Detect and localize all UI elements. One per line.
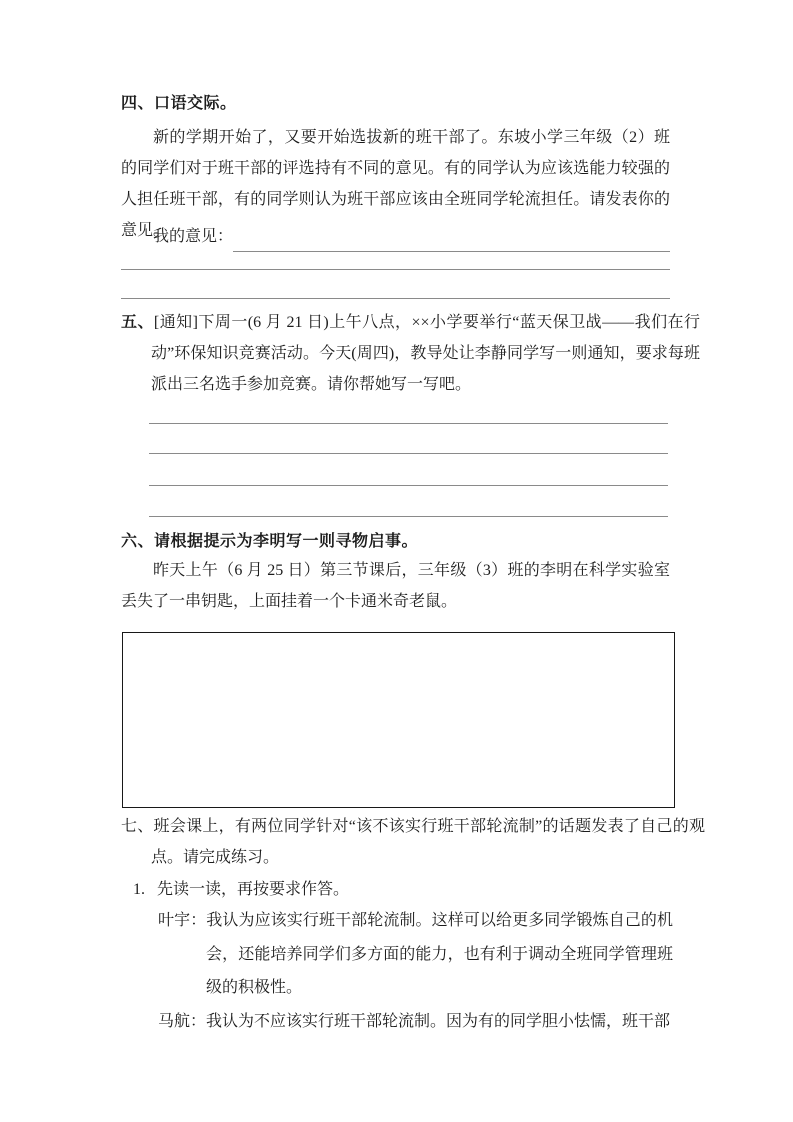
answer-line [149,423,668,424]
answer-line [149,485,668,486]
section5-text: [通知]下周一(6 月 21 日)上午八点，××小学要举行“蓝天保卫战——我们在行动”环保知识竞赛活动。今天(周四)，教导处让李静同学写一则通知，要求每班派出三名选手参加竞赛。请你帮她写一写吧。 [151,314,700,393]
speaker-yeyu-name: 叶宇： [158,912,207,929]
section5-number: 五、 [121,314,154,331]
speaker-mahang-text: 我认为不应该实行班干部轮流制。因为有的同学胆小怯懦，班干部 [206,1012,671,1030]
answer-line [149,516,668,517]
answer-line [121,269,670,270]
item1-text: 先读一读，再按要求作答。 [157,881,350,898]
item1-label: 1. [133,881,145,898]
section5-paragraph [121,307,700,400]
section4-answer-row [153,221,670,252]
exercise-item-1 [133,874,670,905]
section7-paragraph [121,811,705,873]
section6-paragraph: 昨天上午（6 月 25 日）第三节课后，三年级（3）班的李明在科学实验室丢失了一串钥匙，上面挂着一个卡通米奇老鼠。 [121,562,670,610]
answer-box [122,632,675,808]
speaker-yeyu [158,904,673,1005]
section6-heading: 六、请根据提示为李明写一则寻物启事。 [121,533,419,550]
section4-paragraph: 新的学期开始了，又要开始选拔新的班干部了。东坡小学三年级（2）班的同学们对于班干部的评选持有不同的意见。有的同学认为应该选能力较强的人担任班干部，有的同学则认为班干部应该由全班同学轮流担任。请发表你的意见。 [121,129,670,239]
answer-line [121,298,670,299]
speakers-block [158,904,673,1038]
speaker-mahang [158,1005,673,1039]
my-opinion-label: 我的意见： [153,228,234,245]
speaker-mahang-name: 马航： [158,1012,207,1030]
section4-heading: 四、口语交际。 [121,95,237,112]
answer-line [149,453,668,454]
answer-line [233,225,670,252]
section7-number: 七、 [121,818,154,835]
section7-text: 班会课上，有两位同学针对“该不该实行班干部轮流制”的话题发表了自己的观点。请完成练习。 [151,818,705,866]
speaker-yeyu-text: 我认为应该实行班干部轮流制。这样可以给更多同学锻炼自己的机会，还能培养同学们多方面的能力，也有利于调动全班同学管理班级的积极性。 [206,912,673,996]
